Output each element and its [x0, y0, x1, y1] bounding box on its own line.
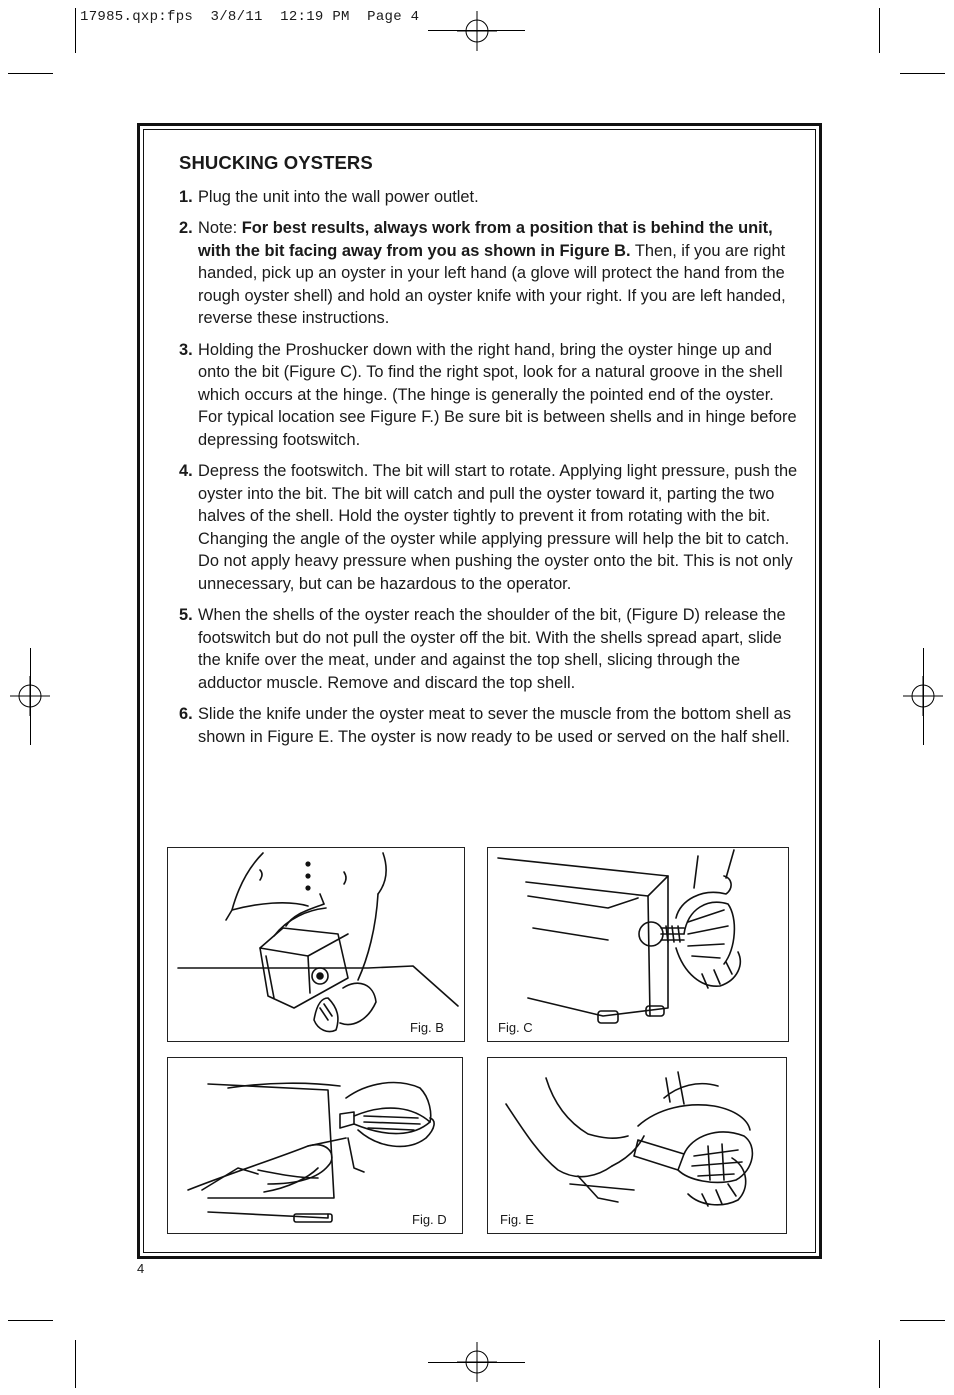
instruction-step-6 [179, 703, 799, 748]
step-number: 4. [179, 462, 193, 481]
instruction-step-5 [179, 604, 799, 694]
figure-b [167, 847, 465, 1042]
printer-slug: 17985.qxp:fps 3/8/11 12:19 PM Page 4 [80, 9, 420, 25]
crop-mark-bottom-left-vertical [75, 1340, 76, 1388]
step-number: 6. [179, 704, 193, 723]
step-text: Slide the knife under the oyster meat to sever the muscle from the bottom shell as shown in Figure E. The oyster is now ready to be used or served on the half shell. [198, 704, 792, 746]
step-text: Holding the Proshucker down with the right hand, bring the oyster hinge up and onto the bit (Figure C). To find the right spot, look for a natural groove in the shell which occurs at the hinge. (The hinge is generally the pointed end of the oyster. For typical location see Figure F.) Be sure bit is between shells and in hinge before depressing footswitch. [198, 340, 797, 449]
step-text: Depress the footswitch. The bit will start to rotate. Applying light pressure, push the oyster into the bit. The bit will catch and pull the oyster toward it, parting the two halves of the shell. Hold the oyster tightly to prevent it from rotating with the bit. Changing the angle of the oyster while applying pressure will help the bit to catch. Do not apply heavy pressure when pushing the oyster onto the bit. This is not only unnecessary, but can be hazardous to the operator. [198, 462, 798, 593]
page-number: 4 [137, 1261, 145, 1276]
registration-mark-bottom [457, 1342, 497, 1382]
figure-d [167, 1057, 463, 1234]
figure-d-caption: Fig. D [412, 1212, 447, 1227]
registration-mark-right [903, 676, 943, 716]
step-text: Plug the unit into the wall power outlet. [198, 188, 479, 206]
crop-mark-top-left-vertical [75, 8, 76, 53]
figure-e-illustration [488, 1058, 786, 1233]
figure-c-caption: Fig. C [498, 1020, 533, 1035]
figure-c [487, 847, 789, 1042]
registration-mark-left [10, 676, 50, 716]
step-number: 3. [179, 340, 193, 359]
crop-mark-bottom-right-horizontal [900, 1320, 945, 1321]
step-text: When the shells of the oyster reach the shoulder of the bit, (Figure D) release the footswitch but do not pull the oyster off the bit. With the shells spread apart, slide the knife over the meat, under and against the top shell, slicing through the adductor muscle. Remove and discard the top shell. [198, 606, 786, 692]
instruction-list [179, 186, 799, 757]
instruction-step-2 [179, 217, 799, 330]
instruction-step-3 [179, 339, 799, 452]
crop-mark-bottom-right-vertical [879, 1340, 880, 1388]
figure-e [487, 1057, 787, 1234]
registration-mark-top [457, 11, 497, 51]
instruction-step-1 [179, 186, 799, 209]
figure-c-illustration [488, 848, 788, 1041]
step-text: Then, if you are right handed, pick up an oyster in your left hand (a glove will protect the hand from the rough oyster shell) and hold an oyster knife with your right. If you are left handed, reverse these instructions. [198, 241, 786, 328]
crop-mark-top-right-horizontal [900, 73, 945, 74]
step-emphasis: For best results, always work from a position that is behind the unit, with the bit facing away from you as shown in Figure B. [198, 219, 773, 260]
step-number: 1. [179, 188, 193, 206]
crop-mark-top-right-vertical [879, 8, 880, 53]
step-number: 2. [179, 219, 193, 238]
figure-e-caption: Fig. E [500, 1212, 534, 1227]
instruction-step-4 [179, 460, 799, 596]
crop-mark-top-left-horizontal [8, 73, 53, 74]
figure-b-illustration [168, 848, 464, 1041]
step-lead: Note: [198, 219, 242, 238]
figure-d-illustration [168, 1058, 462, 1233]
crop-mark-bottom-left-horizontal [8, 1320, 53, 1321]
figure-b-caption: Fig. B [410, 1020, 444, 1035]
step-number: 5. [179, 606, 193, 625]
section-heading: SHUCKING OYSTERS [179, 152, 373, 173]
